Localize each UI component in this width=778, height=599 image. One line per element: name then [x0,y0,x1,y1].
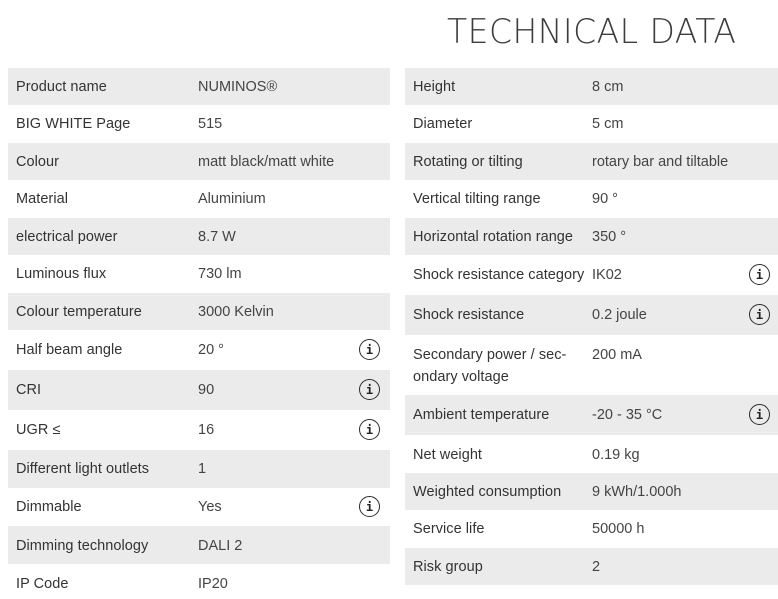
row-value: 5 cm [592,116,624,132]
table-row-net-weight [405,435,778,473]
row-value: 90 [198,382,215,398]
row-value: 0.2 joule [592,307,647,323]
row-label: Ambient temperature [413,407,550,423]
row-value: 730 lm [198,266,242,282]
table-row-colour [8,143,390,180]
row-label: Risk group [413,559,483,575]
row-label: UGR ≤ [16,422,61,438]
table-row-material [8,180,390,218]
row-label: Dimmable [16,499,82,515]
technical-data-table-left [8,68,390,599]
row-value: IK02 [592,267,622,283]
table-row-ugr [8,410,390,450]
row-value: matt black/matt white [198,154,335,170]
table-row-luminous-flux [8,255,390,293]
table-row-cri [8,370,390,410]
table-row-half-beam-angle [8,330,390,370]
row-value: Aluminium [198,191,266,207]
info-icon[interactable]: i [749,404,770,425]
technical-data-table-right [405,68,778,585]
row-label: Dimming technology [16,538,149,554]
info-icon[interactable]: i [359,496,380,517]
info-icon[interactable]: i [749,264,770,285]
table-row-dimmable [8,488,390,526]
row-label: Diameter [413,116,473,132]
row-value: 16 [198,422,215,438]
row-value: 2 [592,559,601,575]
info-icon[interactable]: i [749,304,770,325]
table-row-ip-code [8,564,390,599]
table-row-weighted-consumption [405,473,778,510]
row-label: Horizontal rotation range [413,229,574,245]
table-row-shock-resistance [405,295,778,335]
row-label: Shock resistance category [413,267,585,283]
row-label: Colour temperature [16,304,142,320]
row-label: Material [16,191,68,207]
table-row-secondary-power [405,335,778,395]
info-icon[interactable]: i [359,419,380,440]
row-value: 8.7 W [198,229,236,245]
row-value: 515 [198,116,223,132]
row-value: IP20 [198,576,228,592]
row-label: Product name [16,79,107,95]
row-value: NUMINOS® [198,79,278,95]
row-value: 350 ° [592,229,627,245]
table-row-service-life [405,510,778,548]
row-label: Net weight [413,447,483,463]
info-icon[interactable]: i [359,339,380,360]
row-value: 0.19 kg [592,447,640,463]
table-row-dimming-technology [8,526,390,564]
row-value: 3000 Kelvin [198,304,274,320]
row-value: 90 ° [592,191,618,207]
row-label: Weighted consumption [413,484,562,500]
info-icon[interactable]: i [359,379,380,400]
row-label: Half beam angle [16,342,123,358]
row-value: 8 cm [592,79,624,95]
row-label: IP Code [16,576,69,592]
row-label-line: ondary voltage [413,369,509,385]
row-value: Yes [198,499,222,515]
row-label: Different light outlets [16,461,150,477]
table-row-electrical-power [8,218,390,255]
row-label: BIG WHITE Page [16,116,131,132]
row-value: DALI 2 [198,538,243,554]
row-label: Service life [413,521,485,537]
row-label-line: Secondary power / sec- [413,347,567,363]
table-row-rotating-or-tilting [405,143,778,180]
page-title: TECHNICAL DATA [447,12,737,52]
table-row-risk-group [405,548,778,585]
row-label: Colour [16,154,60,170]
row-value: 200 mA [592,347,642,363]
row-value: 1 [198,461,207,477]
table-row-ambient-temperature [405,395,778,435]
row-label [405,344,592,388]
row-label: Shock resistance [413,307,525,323]
row-value: -20 - 35 °C [592,407,663,423]
table-row-height [405,68,778,105]
row-label: Height [413,79,456,95]
table-row-colour-temperature [8,293,390,330]
table-row-different-light-outlets [8,450,390,488]
row-value: 20 ° [198,342,224,358]
row-label: Vertical tilting range [413,191,541,207]
row-label: electrical power [16,229,118,245]
row-label: Rotating or tilting [413,154,523,170]
table-row-diameter [405,105,778,143]
row-value: 9 kWh/1.000h [592,484,682,500]
row-value: 50000 h [592,521,645,537]
row-label: CRI [16,382,42,398]
row-label: Luminous flux [16,266,107,282]
table-row-shock-resistance-category [405,255,778,295]
row-value: rotary bar and tiltable [592,154,729,170]
table-row-horizontal-rotation-range [405,218,778,255]
table-row-big-white-page [8,105,390,143]
table-row-product-name [8,68,390,105]
table-row-vertical-tilting-range [405,180,778,218]
